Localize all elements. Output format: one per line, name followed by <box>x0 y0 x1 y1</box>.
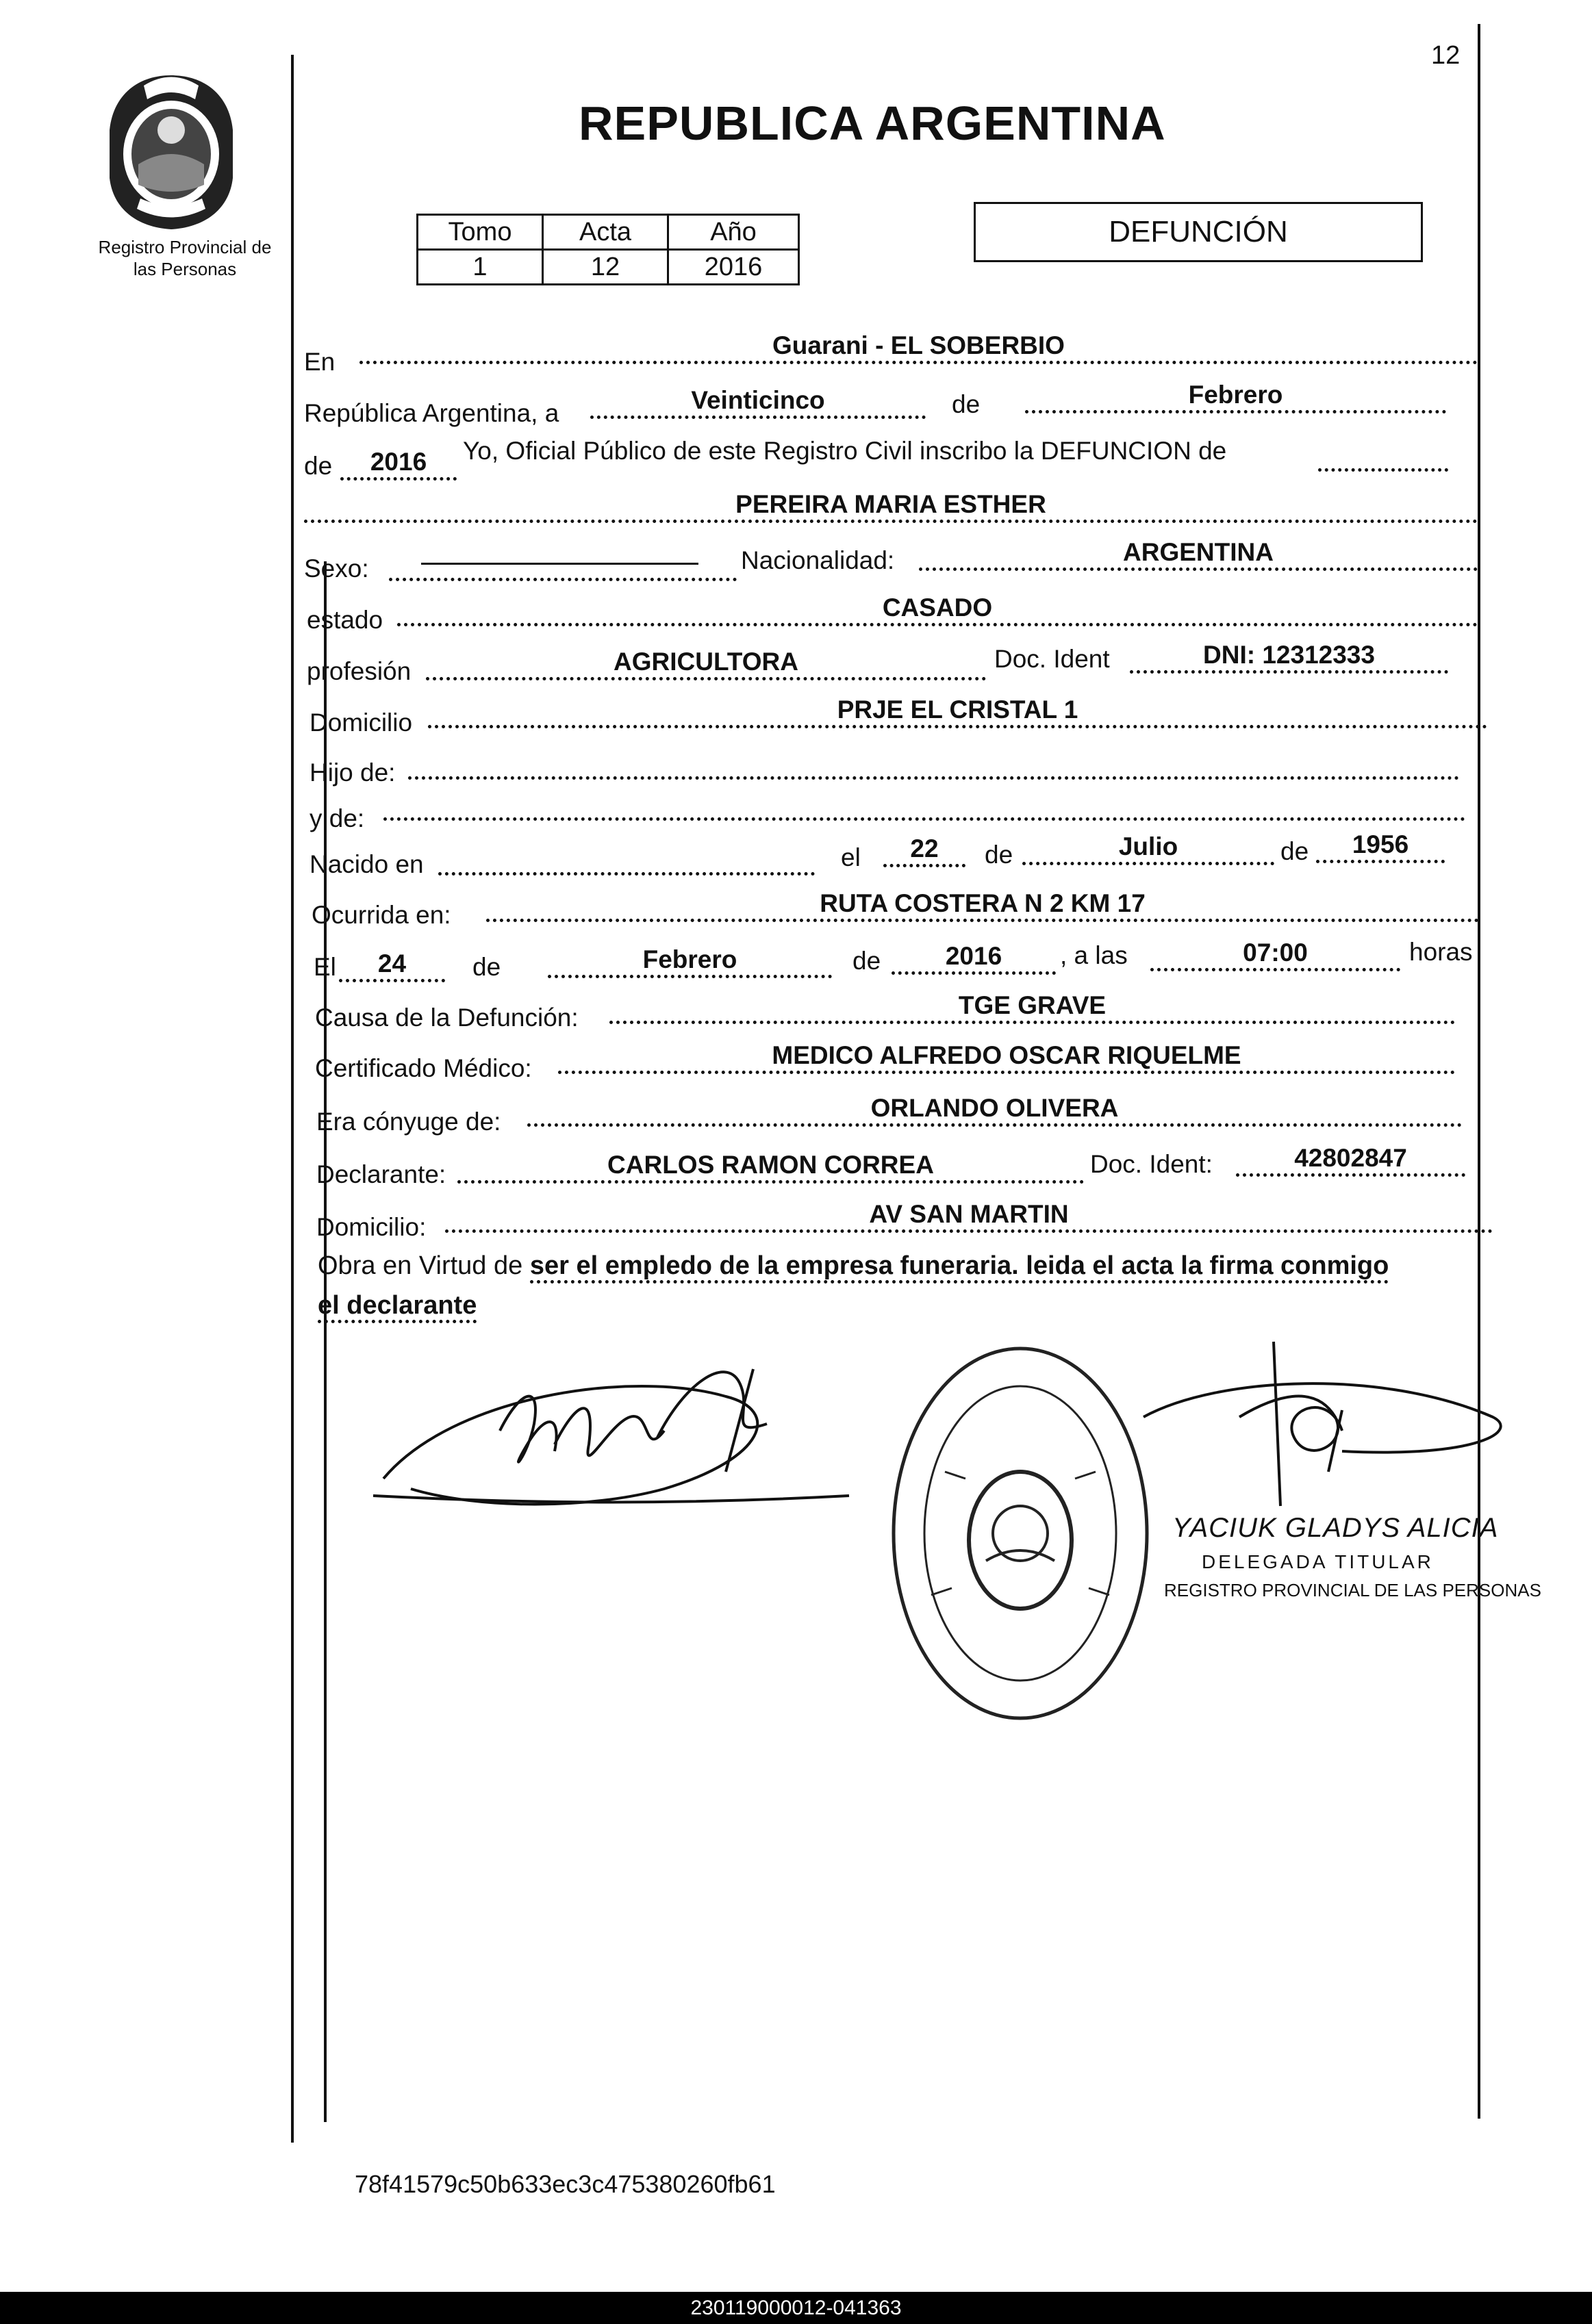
left-margin-line <box>291 55 294 2143</box>
acta-value: 12 <box>543 250 668 285</box>
field-declarante: CARLOS RAMON CORREA <box>457 1150 1084 1184</box>
field-mes: Febrero <box>1025 380 1446 413</box>
label-domicilio: Domicilio <box>309 708 413 737</box>
field-certificado: MEDICO ALFREDO OSCAR RIQUELME <box>558 1040 1455 1074</box>
field-obra-line2: el declarante <box>318 1291 477 1323</box>
page-title: REPUBLICA ARGENTINA <box>579 97 1166 150</box>
field-nac-dia: 22 <box>883 834 965 867</box>
field-nac-mes: Julio <box>1022 832 1274 865</box>
field-blank-1 <box>1318 438 1448 472</box>
official-name: YACIUK GLADYS ALICIA <box>1172 1513 1499 1543</box>
label-de2: de <box>304 452 333 480</box>
label-declarante: Declarante: <box>316 1160 446 1188</box>
field-y-de <box>383 787 1465 821</box>
field-def-mes: Febrero <box>548 945 832 978</box>
label-conyuge: Era cónyuge de: <box>316 1108 501 1136</box>
label-el: el <box>841 843 861 871</box>
registry-table <box>416 214 800 285</box>
field-doc-ident: DNI: 12312333 <box>1130 640 1448 674</box>
field-def-hora: 07:00 <box>1150 938 1400 971</box>
document-hash: 78f41579c50b633ec3c475380260fb61 <box>355 2170 776 2198</box>
label-causa: Causa de la Defunción: <box>315 1004 579 1032</box>
org-name-line2: las Personas <box>133 259 237 279</box>
tomo-value: 1 <box>418 250 543 285</box>
record-type-box: DEFUNCIÓN <box>974 202 1423 262</box>
label-hijo-de: Hijo de: <box>309 758 396 787</box>
label-domicilio2: Domicilio: <box>316 1213 427 1241</box>
label-a-las: , a las <box>1060 941 1128 969</box>
obra-paragraph <box>318 1246 1495 1325</box>
anio-label: Año <box>668 215 799 250</box>
field-conyuge: ORLANDO OLIVERA <box>527 1093 1462 1127</box>
label-de3: de <box>985 841 1013 869</box>
anio-value: 2016 <box>668 250 799 285</box>
label-de4: de <box>1280 837 1309 865</box>
declarant-signature-icon <box>370 1342 876 1520</box>
page-number: 12 <box>1431 41 1461 70</box>
field-obra-line1: ser el empledo de la empresa funeraria. leida el acta la firma conmigo <box>530 1251 1389 1284</box>
provincia-de-misiones-seal-icon <box>103 68 240 233</box>
label-nacionalidad: Nacionalidad: <box>741 546 895 574</box>
field-sexo <box>389 548 737 581</box>
official-org: REGISTRO PROVINCIAL DE LAS PERSONAS <box>1164 1580 1541 1600</box>
official-signature-icon <box>1137 1335 1520 1513</box>
acta-label: Acta <box>543 215 668 250</box>
field-declarante-domicilio: AV SAN MARTIN <box>445 1199 1493 1233</box>
field-ocurrida-en: RUTA COSTERA N 2 KM 17 <box>486 889 1479 922</box>
label-profesion: profesión <box>307 657 412 685</box>
field-nacido-en <box>438 842 815 876</box>
label-en: En <box>304 348 336 376</box>
left-margin-line-2 <box>324 561 327 2122</box>
right-margin-line <box>1478 24 1480 2119</box>
label-doc-ident: Doc. Ident <box>994 645 1110 673</box>
label-sexo: Sexo: <box>304 554 369 583</box>
official-title: DELEGADA TITULAR <box>1202 1551 1434 1572</box>
label-yo: Yo, Oficial Público de este Registro Civil inscribo la DEFUNCION de <box>463 437 1227 465</box>
field-hijo-de <box>408 746 1459 780</box>
field-domicilio: PRJE EL CRISTAL 1 <box>428 695 1487 728</box>
field-nac-anio: 1956 <box>1316 830 1445 863</box>
org-name <box>68 236 301 280</box>
field-def-dia: 24 <box>339 949 445 982</box>
label-obra: Obra en Virtud de <box>318 1251 523 1280</box>
field-def-anio: 2016 <box>892 941 1056 975</box>
field-lugar: Guarani - EL SOBERBIO <box>359 331 1478 364</box>
label-doc-ident2: Doc. Ident: <box>1090 1150 1213 1178</box>
field-declarante-doc: 42802847 <box>1236 1143 1465 1177</box>
official-round-stamp-icon <box>883 1335 1157 1732</box>
label-certificado: Certificado Médico: <box>315 1054 532 1082</box>
label-y-de: y de: <box>309 804 365 832</box>
footer-code: 230119000012-041363 <box>0 2292 1592 2324</box>
label-nacido-en: Nacido en <box>309 850 424 878</box>
label-horas: horas <box>1409 938 1473 966</box>
field-profesion: AGRICULTORA <box>426 647 986 680</box>
field-estado: CASADO <box>397 593 1478 626</box>
field-causa: TGE GRAVE <box>609 991 1455 1024</box>
label-el2: El <box>314 953 336 981</box>
field-nombre: PEREIRA MARIA ESTHER <box>304 489 1478 523</box>
field-nacionalidad: ARGENTINA <box>919 537 1478 571</box>
field-anio: 2016 <box>340 447 457 481</box>
tomo-label: Tomo <box>418 215 543 250</box>
label-estado: estado <box>307 606 383 634</box>
label-ocurrida-en: Ocurrida en: <box>312 901 451 929</box>
field-dia-letras: Veinticinco <box>590 385 926 419</box>
org-name-line1: Registro Provincial de <box>98 237 272 257</box>
label-de5: de <box>472 953 501 981</box>
label-de1: de <box>952 390 981 418</box>
label-de6: de <box>852 947 881 975</box>
label-republica: República Argentina, a <box>304 399 559 427</box>
